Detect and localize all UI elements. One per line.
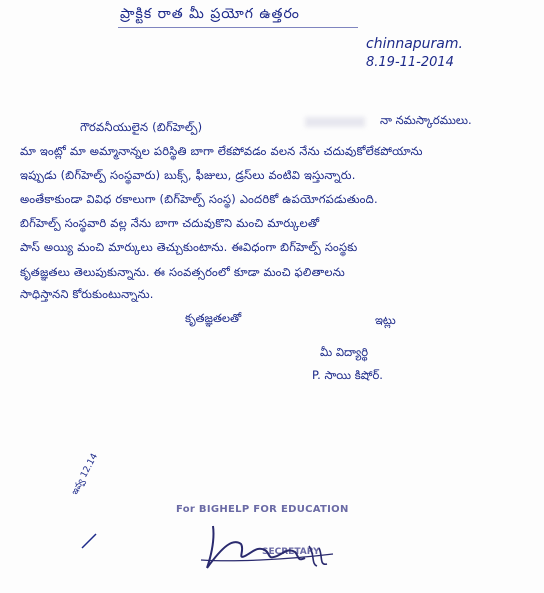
handwritten-signature-icon	[193, 516, 343, 576]
organization-stamp: For BIGHELP FOR EDUCATION	[176, 504, 349, 515]
letter-salutation: నా నమస్కారములు.	[380, 113, 472, 127]
letter-line: ఇప్పుడు (బిగ్‌హెల్ప్ సంస్థవారు) బుక్స్, ఫీజులు, డ్రస్‌లు వంటివి ఇస్తున్నారు.	[20, 168, 356, 182]
letter-place: chinnapuram.	[366, 36, 463, 52]
letter-signature-line: మీ విద్యార్థి	[320, 345, 369, 359]
letter-title: ప్రాక్టిక రాత మీ ప్రయోగ ఉత్తరం	[120, 6, 300, 22]
letter-closing: కృతజ్ఞతలతో	[185, 311, 242, 325]
tick-mark-icon	[80, 532, 100, 552]
letter-line: కృతజ్ఞతలు తెలుపుకున్నాను. ఈ సంవత్సరంలో కూడా మంచి ఫలితాలను	[20, 265, 345, 279]
margin-note: ఇవ్వ 12.14	[70, 452, 101, 497]
letter-yours: ఇట్లు	[375, 313, 396, 327]
letter-line: అంతేకాకుండా వివిధ రకాలుగా (బిగ్‌హెల్ప్ సంస్థ) ఎందరికో ఉపయోగపడుతుంది.	[20, 192, 378, 206]
letter-line: సాధిస్తానని కోరుకుంటున్నాను.	[20, 287, 154, 301]
letter-date: 8.19-11-2014	[366, 55, 454, 70]
letter-line: మా ఇంట్లో మా అమ్మానాన్నల పరిస్థితి బాగా లేకపోవడం వలన నేను చదువుకోలేకపోయాను	[20, 144, 423, 158]
letter-line: బిగ్‌హెల్ప్ సంస్థవారి వల్ల నేను బాగా చదువుకొని మంచి మార్కులతో	[20, 216, 320, 230]
redacted-text	[305, 117, 365, 127]
letter-signature-name: P. సాయి కిషోర్.	[312, 368, 383, 382]
letter-line: పాస్ అయ్యి మంచి మార్కులు తెచ్చుకుంటాను. ఈవిధంగా బిగ్‌హెల్ప్ సంస్థకు	[20, 240, 358, 254]
title-underline	[118, 27, 358, 28]
letter-line: గౌరవనీయులైన (బిగ్‌హెల్ప్)	[80, 120, 203, 134]
stamp-role: SECRETARY	[262, 547, 320, 557]
